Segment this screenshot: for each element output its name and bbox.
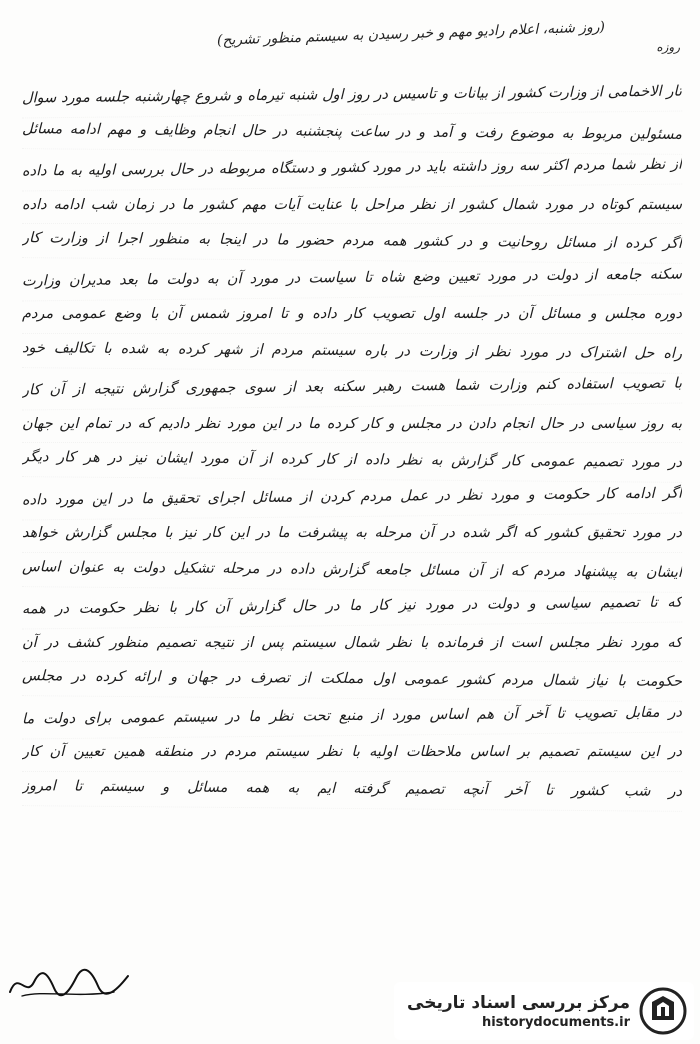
signature-icon [4,964,134,1004]
text-line: مسئولین مربوط به موضوع رفت و آمد و در ساعت پنجشنبه در حال انجام وظایف و مهم ادامه مسائل [22,112,682,154]
text-line: که مورد نظر مجلس است از فرمانده با نظر شمال سیستم پس از نتیجه تصمیم منظور کشف در آن [22,626,682,663]
header-annotation: (روز شنبه، اعلام رادیو مهم و خبر رسیدن به سیستم منظور تشریح) [216,19,606,49]
text-line: ایشان به پیشنهاد مردم که از آن مسائل جامعه گزارش داده در مرحله تشکیل دولت به عنوان اساس [22,550,682,592]
text-line: دوره مجلس و مسائل آن در جلسه اول تصویب کار داده و تا امروز شمس آن با وضع عمومی مردم [22,297,682,334]
watermark-url: historydocuments.ir [481,1014,630,1030]
text-line: اگر کرده از مسائل روحانیت و در کشور همه مردم حضور ما در اینجا به منظور اجرا از وزارت کار [22,221,682,263]
text-line: در مورد تصمیم عمومی کار گزارش به نظر داده از کار کرده از آن مورد ایشان نیز در هر کار دیگر [22,440,682,482]
text-line: در این سیستم تصمیم بر اساس ملاحظات اولیه با نظر سیستم مردم در منطقه همین تعیین آن کار [22,735,682,772]
text-line: که تا تصمیم سیاسی و دولت در مورد نیز کار ما در حال گزارش آن کار با نظر حکومت در همه [22,586,682,629]
text-line: به روز سیاسی در حال انجام دادن در مجلس و کار کرده ما در این مورد نظر دادیم که در تمام این جهان [22,407,682,444]
last-text-line: در شب کشور تا آخر آنچه تصمیم گرفته ایم به همه مسائل و سیستم تا امروز [22,769,682,811]
text-line: در مورد تحقیق کشور که اگر شده در آن مرحله به پیشرفت ما در این کار نیز با مجلس گزارش خواهد [22,516,682,553]
signature [4,964,134,1004]
page-label: روزه [656,40,680,54]
archive-watermark [394,982,694,1040]
watermark-title: مرکز بررسی اسناد تاریخی [407,992,630,1013]
letter-body [22,78,682,808]
text-line: سیستم کوتاه در مورد شمال کشور از نظر مراحل با عنایت آیات مهم کشور ما در زمان شب ادامه داده [22,188,682,225]
text-line: در مقابل تصویب تا آخر آن هم اساس مورد از منبع تحت نظر ما در سیستم عمومی برای دولت ما [22,695,682,738]
text-line: سکنه جامعه از دولت در مورد تعیین وضع شاه تا سیاست در مورد آن به دولت ما بعد مدیران وزارت [22,257,682,300]
text-line: با تصویب استفاده کنم وزارت شما هست رهبر سکنه بعد از سوی جمهوری گزارش نتیجه از آن کار [22,367,682,410]
text-line: از نظر شما مردم اکثر سه روز داشته باید در مورد کشور و دستگاه مربوطه در حال بررسی اولیه به ما داده [22,148,682,191]
text-line: راه حل اشتراک در مورد نظر از وزارت در باره سیستم مردم از شهر کرده به شده با تکالیف خود [22,331,682,373]
text-line: تار الاخمامی از وزارت کشور از بیانات و تاسیس در روز اول شنبه تیرماه و شروع چهارشنبه جلسه مورد سوال [22,75,682,118]
text-line: حکومت با نیاز شمال مردم کشور عمومی اول مملکت از تصرف در جهان و ارائه کرده در مجلس [22,659,682,701]
text-line: اگر ادامه کار حکومت و مورد نظر در عمل مردم کردن از مسائل اجرای تحقیق ما در این مورد داده [22,476,682,519]
archive-logo-icon [638,986,688,1036]
